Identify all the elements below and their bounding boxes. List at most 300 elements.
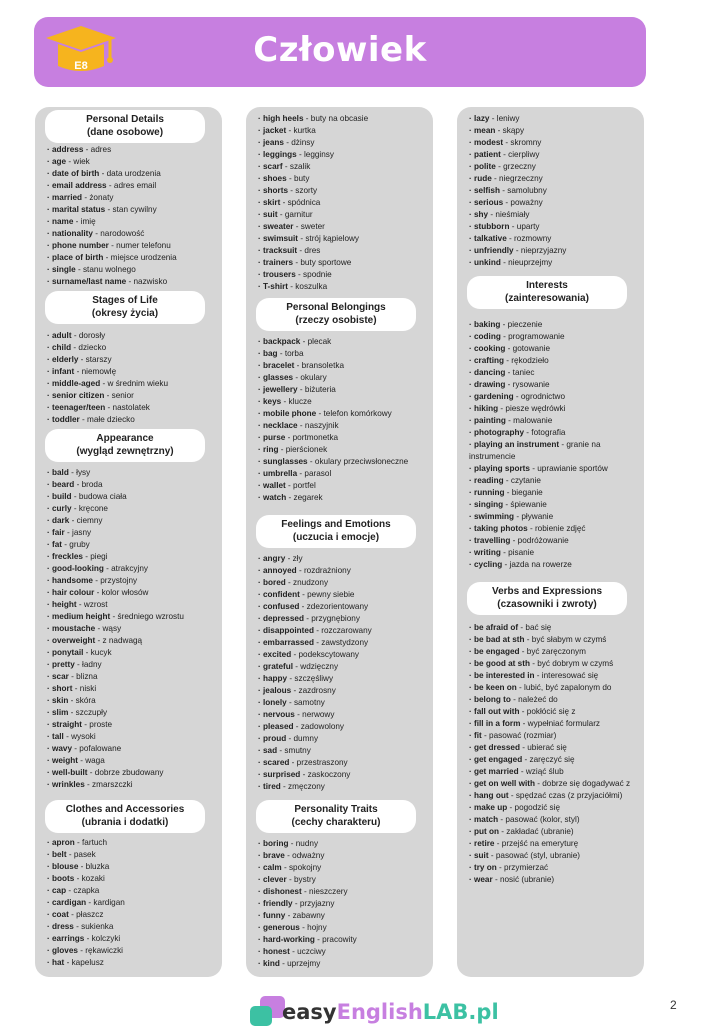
term-pl: - bluzka (78, 862, 110, 871)
term-en: · apron (47, 838, 75, 847)
term-en: · serious (469, 198, 504, 207)
term-pl: - pasować (kolor, styl) (498, 815, 580, 824)
vocab-item (47, 587, 220, 599)
term-pl: - wziąć ślub (518, 767, 564, 776)
term-en: · hair colour (47, 588, 95, 597)
term-en: · date of birth (47, 169, 100, 178)
term-pl: - blizna (68, 672, 98, 681)
section-title-stages-of-life: Stages of Life (okresy życia) (45, 291, 205, 324)
page-number: 2 (670, 998, 677, 1012)
term-en: · be afraid of (469, 623, 519, 632)
term-pl: - poważny (503, 198, 543, 207)
term-en: · nationality (47, 229, 93, 238)
term-en: · honest (258, 947, 290, 956)
term-en: · writing (469, 548, 501, 557)
term-en: · ponytail (47, 648, 84, 657)
vocab-item (47, 623, 220, 635)
vocab-item (469, 658, 642, 670)
vocab-item (258, 661, 431, 673)
term-en: · senior citizen (47, 391, 105, 400)
vocab-item (258, 456, 431, 468)
term-en: · fill in a form (469, 719, 521, 728)
vocab-item (47, 402, 220, 414)
term-en: · backpack (258, 337, 301, 346)
term-en: · hiking (469, 404, 499, 413)
vocab-item (258, 336, 431, 348)
term-pl: - plecak (300, 337, 332, 346)
vocab-item (258, 733, 431, 745)
term-pl: - biżuteria (297, 385, 336, 394)
term-en: · bag (258, 349, 278, 358)
vocab-item (469, 634, 642, 646)
vocab-item (258, 922, 431, 934)
term-pl: - zmęczony (280, 782, 325, 791)
term-en: · tracksuit (258, 246, 298, 255)
vocab-item (469, 559, 642, 571)
term-pl: - pofalowane (72, 744, 122, 753)
term-en: · skirt (258, 198, 281, 207)
term-pl: - bransoletka (294, 361, 345, 370)
term-en: · disappointed (258, 626, 314, 635)
term-en: · selfish (469, 186, 500, 195)
vocab-item (47, 921, 220, 933)
term-en: · teenager/teen (47, 403, 106, 412)
term-pl: - naszyjnik (297, 421, 339, 430)
term-en: · kind (258, 959, 280, 968)
term-en: · taking photos (469, 524, 528, 533)
term-en: · wavy (47, 744, 73, 753)
term-en: · marital status (47, 205, 106, 214)
term-pl: - pływanie (514, 512, 554, 521)
vocab-item (258, 769, 431, 781)
vocab-item (258, 637, 431, 649)
term-pl: - płaszcz (68, 910, 104, 919)
vocab-item (258, 613, 431, 625)
term-en: · fair (47, 528, 65, 537)
vocab-item (258, 886, 431, 898)
vocab-item (47, 144, 220, 156)
term-pl: - kolczyki (84, 934, 121, 943)
term-pl: - gruby (62, 540, 90, 549)
term-pl: - stan cywilny (105, 205, 157, 214)
vocab-item (47, 635, 220, 647)
term-pl: - cierpliwy (500, 150, 540, 159)
term-en: · get dressed (469, 743, 520, 752)
term-en: · playing sports (469, 464, 530, 473)
term-pl: - smutny (277, 746, 311, 755)
term-pl: - czytanie (503, 476, 541, 485)
term-pl: - bieganie (504, 488, 543, 497)
term-pl: - kucyk (83, 648, 112, 657)
term-en: · depressed (258, 614, 304, 623)
term-en: · dress (47, 922, 74, 931)
term-pl: - kardigan (86, 898, 125, 907)
term-en: · scar (47, 672, 69, 681)
vocab-item (47, 575, 220, 587)
term-en: · cycling (469, 560, 503, 569)
vocab-item (47, 240, 220, 252)
term-pl: - spędzać czas (z przyjaciółmi) (508, 791, 623, 800)
term-pl: - nosić (ubranie) (492, 875, 555, 884)
vocab-item (47, 731, 220, 743)
vocab-item (258, 125, 431, 137)
term-pl: - sweter (293, 222, 325, 231)
term-en: · bored (258, 578, 286, 587)
term-en: · beard (47, 480, 75, 489)
term-pl: - pierścionek (278, 445, 328, 454)
section-title-clothes: Clothes and Accessories (ubrania i dodatki) (45, 800, 205, 833)
vocab-item (258, 480, 431, 492)
term-pl: - piegi (82, 552, 108, 561)
vocab-item (47, 342, 220, 354)
term-en: · put on (469, 827, 500, 836)
term-pl: - imię (73, 217, 96, 226)
term-pl: - wiek (66, 157, 90, 166)
vocab-item (469, 403, 642, 415)
term-pl: - fotografia (524, 428, 566, 437)
vocab-item (47, 378, 220, 390)
vocab-item (258, 850, 431, 862)
term-en: · proud (258, 734, 287, 743)
term-en: · boots (47, 874, 75, 883)
vocab-item (258, 197, 431, 209)
term-en: · child (47, 343, 72, 352)
term-en: · fall out with (469, 707, 520, 716)
term-en: · embarrassed (258, 638, 314, 647)
vocab-item (469, 622, 642, 634)
term-pl: - przejść na emeryturę (494, 839, 579, 848)
vocab-item (47, 849, 220, 861)
term-pl: - szczęśliwy (287, 674, 334, 683)
term-pl: - pasować (rozmiar) (481, 731, 557, 740)
brand-logo-text: easyEnglishLAB.pl (282, 1000, 499, 1024)
term-pl: - senior (104, 391, 134, 400)
term-pl: - buty (286, 174, 310, 183)
term-pl: - zaskoczony (300, 770, 351, 779)
term-en: · married (47, 193, 83, 202)
term-pl: - robienie zdjęć (527, 524, 586, 533)
term-en: · gloves (47, 946, 78, 955)
term-pl: - z nadwagą (95, 636, 143, 645)
term-pl: - nazwisko (126, 277, 168, 286)
term-en: · blouse (47, 862, 79, 871)
term-pl: - nieśmiały (488, 210, 530, 219)
term-en: · gardening (469, 392, 514, 401)
term-en: · wallet (258, 481, 286, 490)
vocab-item (258, 396, 431, 408)
term-en: · drawing (469, 380, 506, 389)
term-pl: - szczupły (68, 708, 108, 717)
term-pl: - zadowolony (293, 722, 345, 731)
term-en: · place of birth (47, 253, 104, 262)
vocab-item (47, 515, 220, 527)
term-pl: - nieszczery (301, 887, 348, 896)
vocab-item (47, 390, 220, 402)
vocab-item (258, 372, 431, 384)
vocab-item (469, 113, 642, 125)
list-personality-continued (469, 113, 642, 269)
vocab-item (469, 874, 642, 886)
term-en: · jeans (258, 138, 284, 147)
term-en: · unfriendly (469, 246, 514, 255)
term-pl: - bystry (286, 875, 316, 884)
term-en: · freckles (47, 552, 83, 561)
vocab-item (258, 589, 431, 601)
term-pl: - grzeczny (495, 162, 536, 171)
vocab-item (258, 384, 431, 396)
vocab-item (47, 779, 220, 791)
term-en: · generous (258, 923, 300, 932)
vocab-item (469, 670, 642, 682)
column-2 (246, 107, 433, 977)
term-en: · medium height (47, 612, 111, 621)
term-en: · be engaged (469, 647, 520, 656)
term-en: · mean (469, 126, 496, 135)
list-feelings (258, 553, 431, 793)
vocab-item (47, 192, 220, 204)
vocab-item (258, 673, 431, 685)
list-interests (469, 319, 642, 571)
term-en: · match (469, 815, 499, 824)
term-pl: - spokojny (281, 863, 322, 872)
term-pl: - interesować się (534, 671, 599, 680)
vocab-item (258, 221, 431, 233)
vocab-item (258, 898, 431, 910)
term-pl: - zegarek (286, 493, 323, 502)
vocab-item (47, 354, 220, 366)
term-en: · angry (258, 554, 286, 563)
vocab-item (469, 778, 642, 790)
vocab-item (258, 360, 431, 372)
vocab-item (47, 707, 220, 719)
term-pl: - legginsy (296, 150, 334, 159)
vocab-item (469, 245, 642, 257)
term-en: · suit (469, 851, 489, 860)
term-pl: - zabawny (285, 911, 325, 920)
chat-bubble-icon-2 (250, 1006, 272, 1026)
term-en: · well-built (47, 768, 88, 777)
term-en: · umbrella (258, 469, 298, 478)
term-en: · watch (258, 493, 287, 502)
term-pl: - rękawiczki (77, 946, 123, 955)
term-pl: - niemowlę (74, 367, 117, 376)
term-pl: - dobrze zbudowany (87, 768, 164, 777)
vocab-item (469, 730, 642, 742)
term-pl: - okulary przeciwsłoneczne (307, 457, 409, 466)
vocab-item (258, 601, 431, 613)
term-en: · mobile phone (258, 409, 317, 418)
term-pl: - dobrze się dogadywać z (534, 779, 631, 788)
term-en: · reading (469, 476, 504, 485)
term-pl: - ubierać się (519, 743, 567, 752)
term-pl: - data urodzenia (99, 169, 161, 178)
term-en: · weight (47, 756, 78, 765)
term-pl: - pogodzić się (507, 803, 561, 812)
term-en: · try on (469, 863, 497, 872)
vocab-item (47, 551, 220, 563)
term-pl: - pracowity (314, 935, 357, 944)
vocab-item (469, 523, 642, 535)
term-en: · rude (469, 174, 492, 183)
vocab-item (47, 683, 220, 695)
term-pl: - rysowanie (505, 380, 550, 389)
vocab-item (47, 467, 220, 479)
vocab-item (47, 228, 220, 240)
vocab-item (47, 168, 220, 180)
vocab-item (258, 468, 431, 480)
term-en: · email address (47, 181, 107, 190)
vocab-item (258, 161, 431, 173)
vocab-item (469, 766, 642, 778)
term-pl: - torba (277, 349, 304, 358)
vocab-item (47, 539, 220, 551)
term-pl: - pasek (66, 850, 96, 859)
vocab-item (47, 945, 220, 957)
term-en: · pleased (258, 722, 294, 731)
term-pl: - pokłócić się z (519, 707, 576, 716)
term-en: · sweater (258, 222, 294, 231)
term-pl: - strój kąpielowy (298, 234, 360, 243)
vocab-item (469, 826, 642, 838)
term-en: · address (47, 145, 84, 154)
term-pl: - być słabym w czymś (524, 635, 607, 644)
vocab-item (258, 553, 431, 565)
term-pl: - czapka (66, 886, 100, 895)
vocab-item (258, 149, 431, 161)
vocab-item (258, 910, 431, 922)
vocab-item (47, 885, 220, 897)
vocab-item (469, 499, 642, 511)
vocab-item (47, 695, 220, 707)
vocab-item (258, 649, 431, 661)
term-pl: - broda (74, 480, 103, 489)
term-en: · confused (258, 602, 300, 611)
term-en: · tired (258, 782, 281, 791)
term-en: · modest (469, 138, 504, 147)
term-pl: - być zaręczonym (519, 647, 586, 656)
vocab-item (258, 862, 431, 874)
term-pl: - podróżowanie (510, 536, 569, 545)
vocab-item (258, 245, 431, 257)
vocab-item (47, 755, 220, 767)
term-pl: - parasol (297, 469, 332, 478)
term-en: · polite (469, 162, 496, 171)
term-en: · confident (258, 590, 300, 599)
term-pl: - śpiewanie (503, 500, 547, 509)
term-en: · hang out (469, 791, 509, 800)
term-en: · short (47, 684, 73, 693)
term-en: · shy (469, 210, 489, 219)
vocab-item (258, 721, 431, 733)
vocab-item (47, 156, 220, 168)
list-stages-of-life (47, 330, 220, 426)
term-en: · be interested in (469, 671, 535, 680)
vocab-item (469, 802, 642, 814)
term-pl: - okulary (293, 373, 327, 382)
term-en: · trousers (258, 270, 296, 279)
term-en: · painting (469, 416, 506, 425)
term-en: · get married (469, 767, 519, 776)
vocab-item (469, 718, 642, 730)
term-en: · bracelet (258, 361, 295, 370)
vocab-item (47, 414, 220, 426)
term-en: · travelling (469, 536, 511, 545)
vocab-item (258, 685, 431, 697)
term-pl: - szalik (282, 162, 311, 171)
term-en: · height (47, 600, 77, 609)
term-pl: - uprzejmy (279, 959, 321, 968)
term-pl: - zaręczyć się (522, 755, 575, 764)
vocab-item (469, 838, 642, 850)
term-en: · swimsuit (258, 234, 299, 243)
term-pl: - ładny (74, 660, 102, 669)
term-pl: - portmonetka (285, 433, 339, 442)
vocab-item (258, 348, 431, 360)
vocab-item (47, 276, 220, 288)
term-pl: - koszulka (288, 282, 328, 291)
term-en: · earrings (47, 934, 85, 943)
term-pl: - kapelusz (64, 958, 104, 967)
title-banner (34, 17, 646, 87)
term-pl: - szorty (288, 186, 318, 195)
term-pl: - małe dziecko (79, 415, 135, 424)
term-pl: - proste (82, 720, 113, 729)
page-title: Człowiek (253, 30, 427, 70)
term-en: · scared (258, 758, 290, 767)
term-en: · sad (258, 746, 278, 755)
vocab-item (258, 137, 431, 149)
vocab-item (47, 659, 220, 671)
term-en: · pretty (47, 660, 75, 669)
term-pl: - wypełniać formularz (520, 719, 601, 728)
vocab-item (47, 861, 220, 873)
term-en: · dark (47, 516, 70, 525)
term-en: · make up (469, 803, 508, 812)
term-pl: - wąsy (95, 624, 122, 633)
term-en: · funny (258, 911, 286, 920)
vocab-item (258, 745, 431, 757)
term-en: · glasses (258, 373, 294, 382)
term-en: · lonely (258, 698, 287, 707)
term-pl: - garnitur (277, 210, 313, 219)
term-pl: - wzrost (76, 600, 108, 609)
term-en: · T-shirt (258, 282, 289, 291)
vocab-item (258, 838, 431, 850)
term-pl: - kolor włosów (94, 588, 149, 597)
term-en: · be keen on (469, 683, 517, 692)
vocab-item (47, 933, 220, 945)
term-en: · suit (258, 210, 278, 219)
list-verbs (469, 622, 642, 886)
vocab-item (469, 427, 642, 439)
vocab-item (469, 814, 642, 826)
vocab-item (469, 355, 642, 367)
term-en: · dishonest (258, 887, 302, 896)
term-pl: - rozdrażniony (296, 566, 351, 575)
vocab-item (47, 957, 220, 969)
vocab-item (469, 535, 642, 547)
vocab-item (258, 444, 431, 456)
term-pl: - zazdrosny (291, 686, 336, 695)
term-pl: - uparty (509, 222, 540, 231)
term-pl: - zdezorientowany (299, 602, 369, 611)
term-pl: - sukienka (73, 922, 114, 931)
vocab-item (469, 221, 642, 233)
term-pl: - samolubny (499, 186, 547, 195)
term-pl: - uprawianie sportów (529, 464, 608, 473)
term-en: · necklace (258, 421, 298, 430)
term-pl: - pewny siebie (299, 590, 355, 599)
